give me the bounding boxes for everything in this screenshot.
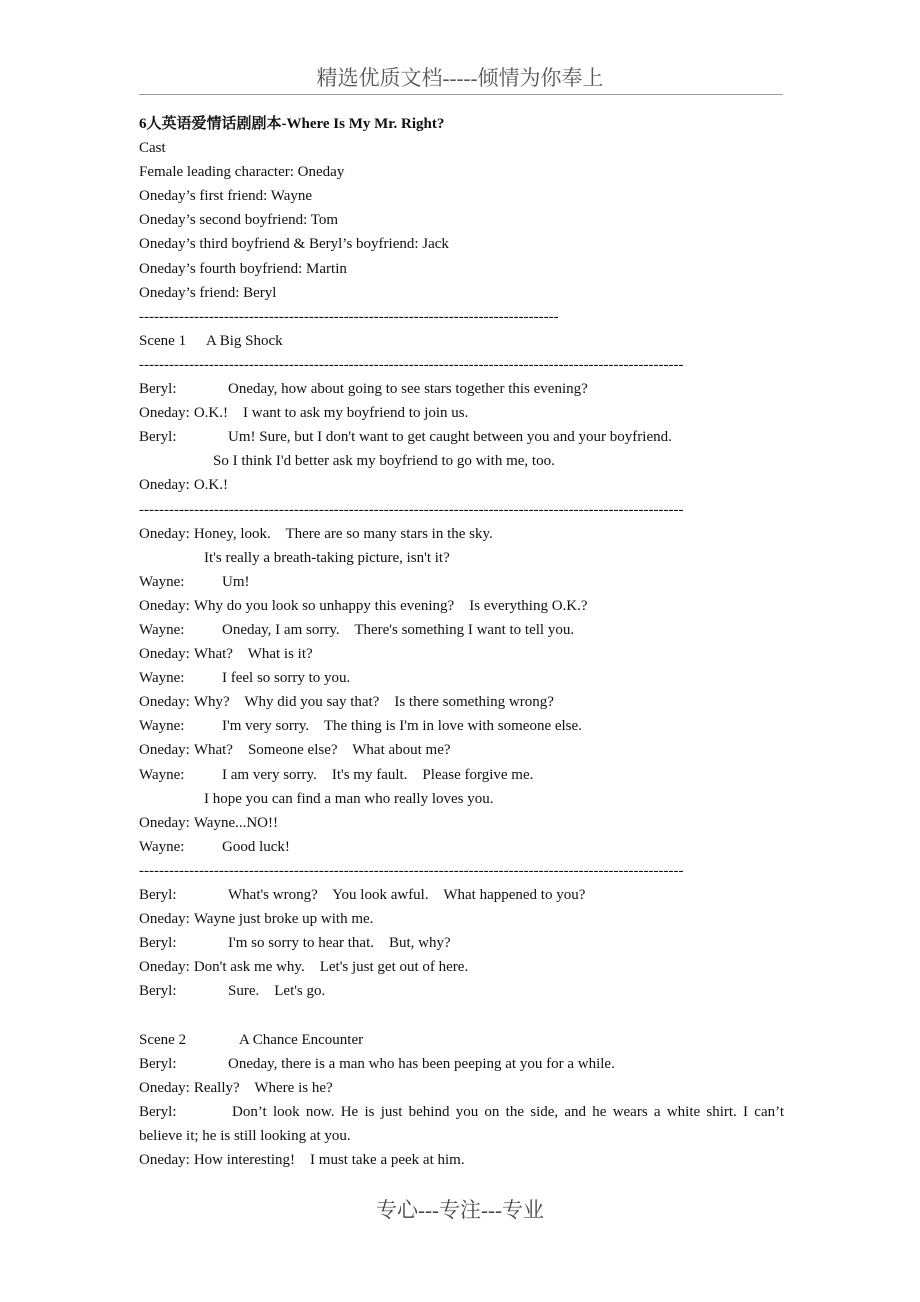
document-body — [139, 112, 789, 1172]
dialogue-text: Wayne just broke up with me. — [193, 911, 374, 928]
scene-name: A Chance Encounter — [239, 1031, 364, 1048]
cast-heading: Cast — [139, 140, 166, 157]
dialogue-text: O.K.! — [193, 477, 228, 494]
dialogue-continuation: I hope you can find a man who really loves you. — [204, 790, 494, 807]
separator: ------------------------------------------------------------------------------------------------------------- — [139, 501, 684, 518]
dialogue-line — [139, 377, 789, 401]
dialogue-text: Don’t look now. He is just behind you on the side, and he wears a white shirt. I can’t believe it; he is still looking at you. — [139, 1103, 784, 1144]
separator: ------------------------------------------------------------------------------------ — [139, 308, 559, 325]
speaker: Oneday: — [139, 405, 190, 422]
speaker: Oneday: — [139, 694, 190, 711]
dialogue-continuation: So I think I'd better ask my boyfriend to go with me, too. — [213, 453, 555, 470]
speaker: Beryl: — [139, 381, 177, 398]
speaker: Oneday: — [139, 1079, 190, 1096]
speaker: Oneday: — [139, 1152, 190, 1169]
page-header: 精选优质文档-----倾情为你奉上 — [316, 66, 604, 90]
speaker: Wayne: — [139, 838, 185, 855]
dialogue-text: Wayne...NO!! — [193, 814, 279, 831]
dialogue-line — [139, 979, 789, 1003]
speaker: Beryl: — [139, 887, 177, 903]
dialogue-line — [139, 811, 789, 835]
dialogue-line — [139, 690, 789, 714]
dialogue-text: Don't ask me why. Let's just get out of here. — [193, 959, 469, 976]
speaker: Oneday: — [139, 477, 190, 494]
dialogue-text: What? Someone else? What about me? — [193, 742, 451, 759]
speaker: Wayne: — [139, 766, 185, 783]
dialogue-line — [139, 666, 789, 690]
dialogue-line-wrapped — [139, 1100, 784, 1148]
dialogue-line — [139, 642, 789, 666]
cast-member: Oneday’s third boyfriend & Beryl’s boyfriend: Jack — [139, 236, 449, 253]
separator: ------------------------------------------------------------------------------------------------------------- — [139, 356, 684, 373]
dialogue-text: Um! — [222, 573, 250, 590]
cast-member: Oneday’s first friend: Wayne — [139, 188, 313, 205]
cast-member: Female leading character: Oneday — [139, 164, 345, 181]
dialogue-text: O.K.! I want to ask my boyfriend to join us. — [193, 405, 469, 422]
dialogue-line — [139, 618, 789, 642]
speaker: Wayne: — [139, 621, 185, 638]
dialogue-line — [139, 835, 789, 859]
speaker: Beryl: — [139, 1055, 177, 1072]
scene-heading — [139, 329, 789, 353]
dialogue-text: What's wrong? You look awful. What happened to you? — [228, 887, 586, 903]
cast-member: Oneday’s fourth boyfriend: Martin — [139, 260, 347, 277]
speaker: Wayne: — [139, 573, 185, 590]
speaker: Oneday: — [139, 959, 190, 976]
dialogue-text: I feel so sorry to you. — [222, 670, 351, 687]
page-footer: 专心---专注---专业 — [376, 1198, 544, 1222]
dialogue-text: I'm so sorry to hear that. But, why? — [228, 935, 451, 952]
scene-label: Scene 2 — [139, 1031, 187, 1048]
dialogue-line — [139, 401, 789, 425]
dialogue-text: Um! Sure, but I don't want to get caught between you and your boyfriend. — [228, 429, 672, 446]
speaker: Beryl: — [139, 429, 177, 446]
dialogue-line — [139, 473, 789, 497]
dialogue-line — [139, 738, 789, 762]
scene-name: A Big Shock — [206, 332, 283, 349]
separator: ------------------------------------------------------------------------------------------------------------- — [139, 862, 684, 879]
dialogue-text: Oneday, there is a man who has been peeping at you for a while. — [228, 1055, 615, 1072]
dialogue-line — [139, 714, 789, 738]
dialogue-text: I'm very sorry. The thing is I'm in love with someone else. — [222, 718, 582, 735]
cast-member: Oneday’s second boyfriend: Tom — [139, 212, 339, 229]
speaker: Beryl: — [139, 983, 177, 1000]
dialogue-text: Sure. Let's go. — [228, 983, 326, 1000]
speaker: Wayne: — [139, 718, 185, 735]
speaker: Beryl: — [139, 1103, 177, 1120]
dialogue-line — [139, 931, 789, 955]
speaker: Oneday: — [139, 646, 190, 663]
dialogue-line — [139, 425, 789, 449]
speaker: Oneday: — [139, 814, 190, 831]
dialogue-text: Why do you look so unhappy this evening? Is everything O.K.? — [193, 597, 588, 614]
dialogue-line — [139, 594, 789, 618]
dialogue-text: Honey, look. There are so many stars in the sky. — [193, 525, 493, 542]
dialogue-line — [139, 1148, 789, 1172]
speaker: Wayne: — [139, 670, 185, 687]
dialogue-continuation: It's really a breath-taking picture, isn't it? — [204, 549, 450, 566]
dialogue-text: What? What is it? — [193, 646, 313, 663]
dialogue-line — [139, 1076, 789, 1100]
dialogue-text: I am very sorry. It's my fault. Please forgive me. — [222, 766, 534, 783]
scene-heading — [139, 1028, 789, 1052]
speaker: Beryl: — [139, 935, 177, 952]
speaker: Oneday: — [139, 525, 190, 542]
dialogue-text: Oneday, how about going to see stars together this evening? — [228, 381, 588, 398]
dialogue-line — [139, 522, 789, 546]
blank-line — [139, 1003, 789, 1027]
dialogue-text: How interesting! I must take a peek at him. — [193, 1152, 465, 1169]
header-rule — [139, 94, 783, 95]
dialogue-line — [139, 1052, 789, 1076]
dialogue-text: Why? Why did you say that? Is there something wrong? — [193, 694, 554, 711]
speaker: Oneday: — [139, 911, 190, 928]
dialogue-text: Really? Where is he? — [193, 1079, 333, 1096]
document-title: 6人英语爱情话剧剧本-Where Is My Mr. Right? — [139, 116, 445, 132]
dialogue-line — [139, 570, 789, 594]
speaker: Oneday: — [139, 742, 190, 759]
dialogue-text: Good luck! — [222, 838, 290, 855]
dialogue-text: Oneday, I am sorry. There's something I want to tell you. — [222, 621, 575, 638]
dialogue-line — [139, 883, 789, 907]
dialogue-line — [139, 763, 789, 787]
dialogue-line — [139, 907, 789, 931]
scene-label: Scene 1 — [139, 332, 187, 349]
cast-member: Oneday’s friend: Beryl — [139, 284, 277, 301]
speaker: Oneday: — [139, 597, 190, 614]
dialogue-line — [139, 955, 789, 979]
